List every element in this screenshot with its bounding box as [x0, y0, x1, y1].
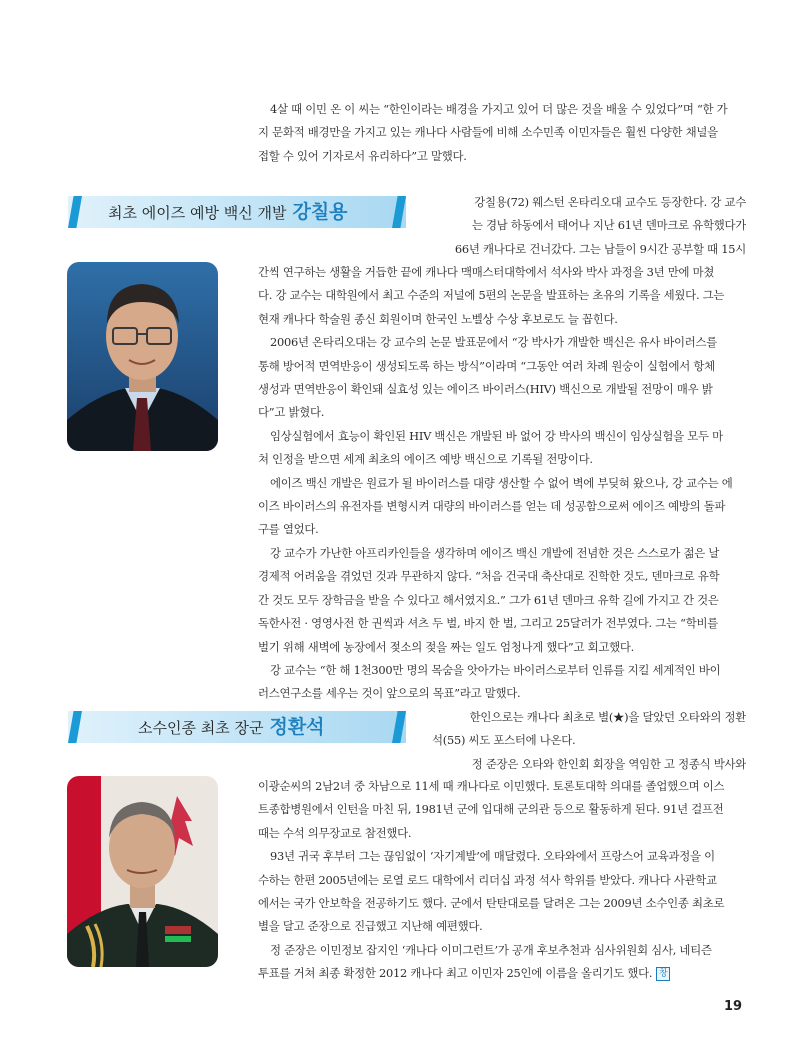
text-line: 강칠용(72) 웨스턴 온타리오대 교수도 등장한다. 강 교수	[474, 195, 746, 209]
text-line: 통해 방어적 면역반응이 생성되도록 하는 방식”이라며 “그동안 여러 차례 원숭이 실험에서 항체	[258, 358, 715, 373]
text-line: 수하는 한편 2005년에는 로열 로드 대학에서 리더십 과정 석사 학위를 받았다. 캐나다 사관학교	[258, 872, 717, 887]
section1-intro-lines	[428, 191, 746, 261]
portrait-kang-image	[67, 262, 218, 451]
text-line: 독한사전 · 영영사전 한 권씩과 셔츠 두 벌, 바지 한 벌, 그리고 25달러가 전부였다. 그는 “학비를	[258, 616, 718, 631]
text-line: 현재 캐나다 학술원 종신 회원이며 한국인 노벨상 수상 후보로도 늘 꼽힌다.	[258, 311, 618, 326]
section-banner-jung	[68, 711, 406, 743]
page-number: 19	[724, 999, 743, 1014]
text-line: 지 문화적 배경만을 가지고 있는 캐나다 사람들에 비해 소수민족 이민자들은 훨씬 다양한 채널을	[258, 125, 718, 140]
portrait-jung-image	[67, 776, 218, 967]
text-line: 간씩 연구하는 생활을 거듭한 끝에 캐나다 맥매스터대학에서 석사와 박사 과정을 3년 만에 마쳤	[258, 265, 715, 279]
banner-label: 소수인종 최초 장군	[138, 719, 264, 737]
text-line: 2006년 온타리오대는 강 교수의 논문 발표문에서 “강 박사가 개발한 백신은 유사 바이러스를	[270, 335, 718, 350]
portrait-photo-kang	[67, 262, 218, 451]
text-line: 쳐 인정을 받으면 세계 최초의 에이즈 예방 백신으로 기록될 전망이다.	[258, 452, 593, 467]
text-line: 석(55) 씨도 포스터에 나온다.	[432, 733, 576, 748]
banner-label: 최초 에이즈 예방 백신 개발	[108, 204, 287, 222]
portrait-photo-jung	[67, 776, 218, 967]
text-line: 정 준장은 이민정보 잡지인 ‘캐나다 이미그런트’가 공개 후보추천과 심사위원회 심사, 네티즌	[270, 942, 712, 957]
text-line: 다. 강 교수는 대학원에서 최고 수준의 저널에 5편의 논문을 발표하는 초유의 기록을 세웠다. 그는	[258, 288, 725, 303]
text-line: 러스연구소를 세우는 것이 앞으로의 목표”라고 말했다.	[258, 686, 521, 701]
text-line: 임상실험에서 효능이 확인된 HIV 백신은 개발된 바 없어 강 박사의 백신이 임상실험을 모두 마	[270, 428, 723, 443]
text-line: 다”고 밝혔다.	[258, 405, 325, 420]
text-line: 이광순씨의 2남2녀 중 차남으로 11세 때 캐나다로 이민했다. 토론토대학 의대를 졸업했으며 이스	[258, 779, 725, 793]
text-line: 별을 달고 준장으로 진급했고 지난해 예편했다.	[258, 919, 483, 934]
text-line: 66년 캐나다로 건너갔다. 그는 남들이 9시간 공부할 때 15시	[454, 241, 746, 256]
banner-person-name: 정환석	[269, 716, 325, 738]
text-line: 투표를 거쳐 최종 확정한 2012 캐나다 최고 이민자 25인에 이름을 올리기도 했다.	[258, 966, 653, 981]
text-line: 생성과 면역반응이 확인돼 실효성 있는 에이즈 바이러스(HIV) 백신으로 개발될 전망이 매우 밝	[258, 382, 713, 397]
banner-title	[138, 711, 325, 743]
section2-body	[258, 775, 746, 986]
text-line: 정 준장은 오타와 한인회 회장을 역임한 고 정종식 박사와	[471, 756, 746, 771]
text-line: 강 교수는 “한 해 1천300만 명의 목숨을 앗아가는 바이러스로부터 인류를 지킬 세계적인 바이	[270, 662, 721, 677]
text-line: 는 경남 하동에서 태어나 지난 61년 덴마크로 유학했다가	[471, 218, 746, 233]
text-line: 트종합병원에서 인턴을 마친 뒤, 1981년 군에 입대해 군의관 등으로 활동하게 된다. 91년 걸프전	[258, 802, 724, 817]
text-line: 간 것도 모두 장학금을 받을 수 있다고 해서였지요.” 그가 61년 덴마크 유학 길에 가지고 간 것은	[258, 592, 719, 607]
text-line: 벌기 위해 새벽에 농장에서 젖소의 젖을 짜는 일도 엄청나게 했다”고 회고했다.	[258, 639, 635, 654]
text-line-last	[258, 962, 746, 985]
text-line: 경제적 어려움을 겪었던 것과 무관하지 않다. “처음 건국대 축산대로 진학한 것도, 덴마크로 유학	[258, 569, 720, 584]
text-line: 강 교수가 가난한 아프리카인들을 생각하며 에이즈 백신 개발에 전념한 것은 스스로가 젊은 날	[270, 545, 720, 560]
text-line: 에서는 국가 안보학을 전공하기도 했다. 군에서 탄탄대로를 달려온 그는 2009년 소수인종 최초로	[258, 896, 725, 911]
section-banner-kang	[68, 196, 406, 228]
text-line: 에이즈 백신 개발은 원료가 될 바이러스를 대량 생산할 수 없어 벽에 부딪혀 왔으나, 강 교수는 에	[270, 475, 733, 490]
intro-paragraph	[258, 98, 746, 168]
text-line: 이즈 바이러스의 유전자를 변형시켜 대량의 바이러스를 얻는 데 성공함으로써 에이즈 예방의 돌파	[258, 499, 726, 514]
text-line: 때는 수석 의무장교로 참전했다.	[258, 825, 412, 840]
text-line: 93년 귀국 후부터 그는 끊임없이 ‘자기계발’에 매달렸다. 오타와에서 프랑스어 교육과정을 이	[270, 849, 715, 864]
section1-body	[258, 261, 746, 706]
text-line: 접할 수 있어 기자로서 유리하다”고 말했다.	[258, 148, 467, 163]
text-line: 구를 열었다.	[258, 522, 319, 537]
text-line: 4살 때 이민 온 이 씨는 “한인이라는 배경을 가지고 있어 더 많은 것을 배울 수 있었다”며 “한 가	[270, 102, 728, 116]
end-mark-icon: 창	[656, 967, 670, 981]
text-line: 한인으로는 캐나다 최초로 별(★)을 달았던 오타와의 정환	[469, 710, 746, 724]
banner-person-name: 강칠용	[292, 201, 348, 223]
section2-intro-lines	[428, 706, 746, 776]
banner-title	[108, 196, 348, 228]
